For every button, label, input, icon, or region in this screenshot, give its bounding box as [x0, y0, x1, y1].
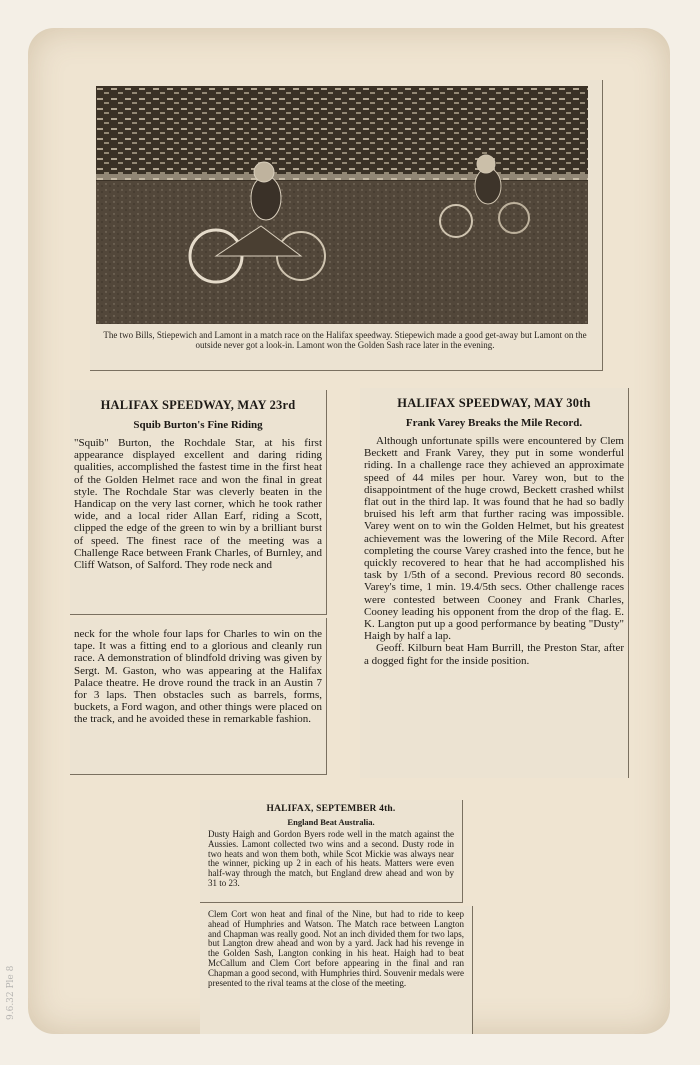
photo-caption: The two Bills, Stiepewich and Lamont in a match race on the Halifax speedway. Stiepewich made a good get-away but Lamont on the outside never got a look-in. Lamont won the Golden Sash race later in the evening. — [103, 330, 587, 350]
speedway-photo — [96, 86, 588, 324]
article-may23-body-part1: "Squib" Burton, the Rochdale Star, at his first appearance displayed excellent and daring riding qualities, accomplished the fastest time in the first heat of the Golden Helmet race and won the final in great style. The Rochdale Star was cleverly beaten in the Handicap on the very last corner, which he took rather wide, and a local rider Allan Earf, riding a Scott, clipped the edge of the green to win by a brilliant burst of speed. The finest race of the meeting was a Challenge Race between Frank Charles, of Burnley, and Cliff Watson, of Salford. They rode neck and — [74, 437, 322, 572]
article-sep4-continuation-clipping — [200, 906, 473, 1034]
article-sep4-body-part1: Dusty Haigh and Gordon Byers rode well in the match against the Aussies. Lamont collected two wins and a second. Dusty rode in two heats and won them both, while Scot Mickie was always near the winner, picking up 2 in each of his heats. Matters were even half-way through the match, but England drew ahead and won by 31 to 23. — [208, 829, 454, 888]
article-may30-clipping — [360, 388, 629, 778]
photo-clipping — [90, 80, 603, 371]
article-may23-subheading: Squib Burton's Fine Riding — [133, 419, 263, 431]
article-may30-heading: HALIFAX SPEEDWAY, MAY 30th — [397, 396, 591, 410]
article-may23-clipping — [70, 390, 327, 615]
article-may23-continuation-clipping — [70, 618, 327, 775]
article-may30-body — [360, 435, 628, 667]
article-may30-paragraph-2: Geoff. Kilburn beat Ham Burrill, the Preston Star, after a dogged fight for the inside position. — [364, 642, 624, 667]
article-sep4-clipping — [200, 800, 463, 903]
article-may30-paragraph-1: Although unfortunate spills were encountered by Clem Beckett and Frank Varey, they put in some wonderful riding. In a challenge race they achieved an approximate speed of 44 miles per hour. Varey won, but to the disappointment of the huge crowd, Beckett crashed whilst flat out in the third lap. It was found that he had so badly bruised his left arm that further racing was impossible. Varey went on to win the Golden Helmet, but his greatest achievement was the lowering of the Mile Record. After completing the course Varey crashed into the fence, but he quickly recovered to hear that he had accomplished his task by 1/5th of a second. Previous record 80 seconds. Varey's time, 1 min. 19.4/5th secs. Other challenge races were contested between Cooney and Frank Charles, Cooney leading his opponent from the drop of the flag. E. K. Langton put up a good performance by beating "Dusty" Haigh by half a lap. — [364, 435, 624, 643]
article-sep4-subheading: England Beat Australia. — [287, 817, 375, 827]
article-sep4-heading: HALIFAX, SEPTEMBER 4th. — [266, 804, 396, 814]
article-may23-body-part2: neck for the whole four laps for Charles to win on the tape. It was a fitting end to a glorious and cleanly run race. A demonstration of blindfold driving was given by Sergt. M. Gaston, who was appearing at the Halifax Palace theatre. He drove round the track in an Austin 7 for 3 laps. Then obstacles such as barrels, forms, buckets, a Ford wagon, and other things were placed on the track, and he avoided these in remarkable fashion. — [74, 628, 322, 726]
pencil-margin-note: 9.6.32 Ple 8 — [6, 965, 16, 1020]
article-may30-subheading: Frank Varey Breaks the Mile Record. — [405, 417, 583, 429]
article-sep4-body-part2: Clem Cort won heat and final of the Nine, but had to ride to keep ahead of Humphries and Watson. The Match race between Langton and Chapman was really good. Not an inch divided them for two laps, but Langton drew ahead and won by a yard. Jack had his revenge in the Golden Sash, Langton conking in his heat. Haigh had to beat McCallum and Clem Cort before appearing in the final and ran Chapman a good second, with Humphries third. Souvenir medals were presented to the rival teams at the close of the meeting. — [208, 909, 464, 988]
article-may23-heading: HALIFAX SPEEDWAY, MAY 23rd — [100, 398, 296, 412]
speedway-riders-image — [96, 86, 588, 324]
